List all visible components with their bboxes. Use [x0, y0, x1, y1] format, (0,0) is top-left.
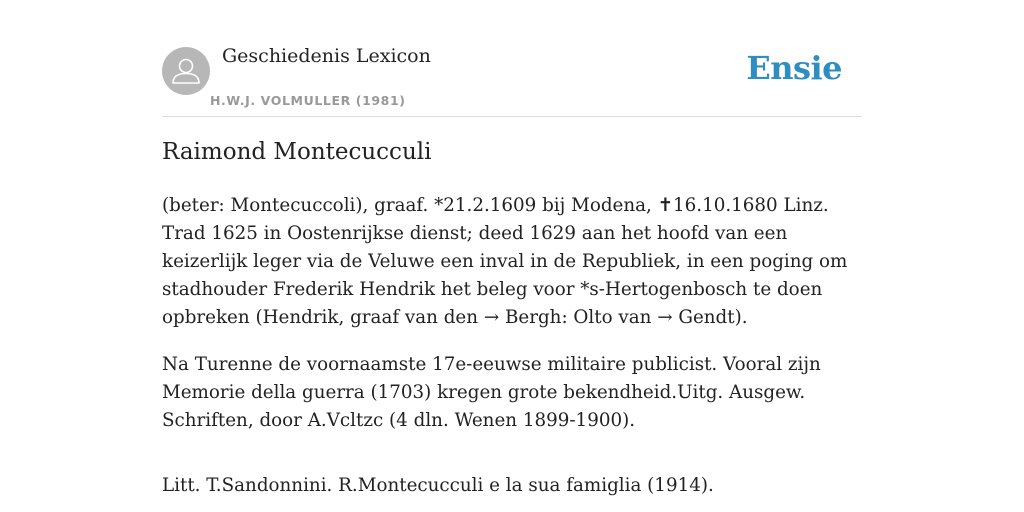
entry-paragraph: Litt. T.Sandonnini. R.Montecucculi e la sua famiglia (1914). — [162, 475, 714, 496]
lexicon-title[interactable]: Geschiedenis Lexicon — [222, 45, 431, 67]
header — [162, 0, 862, 117]
avatar[interactable] — [162, 47, 210, 95]
entry-title: Raimond Montecucculi — [162, 139, 432, 165]
brand-logo[interactable]: Ensie — [746, 49, 842, 87]
user-icon — [162, 47, 210, 95]
entry-paragraph: Na Turenne de voornaamste 17e-eeuwse militaire publicist. Vooral zijn Memorie della guerra (1703) kregen grote bekendheid.Uitg. Ausgew. Schriften, door A.Vcltzc (4 dln. Wenen 1899-1900). — [162, 354, 821, 431]
page — [162, 0, 862, 512]
entry-body — [162, 192, 862, 512]
author-name[interactable]: H.W.J. VOLMULLER (1981) — [210, 93, 406, 108]
entry-paragraph: (beter: Montecuccoli), graaf. *21.2.1609 bij Modena, ✝16.10.1680 Linz. Trad 1625 in Oostenrijkse dienst; deed 1629 aan het hoofd van een keizerlijk leger via de Veluwe een inval in de Republiek, in een poging om stadhouder Frederik Hendrik het beleg voor *s-Hertogenbosch te doen opbreken (Hendrik, graaf van den → Bergh: Olto van → Gendt). — [162, 195, 848, 328]
